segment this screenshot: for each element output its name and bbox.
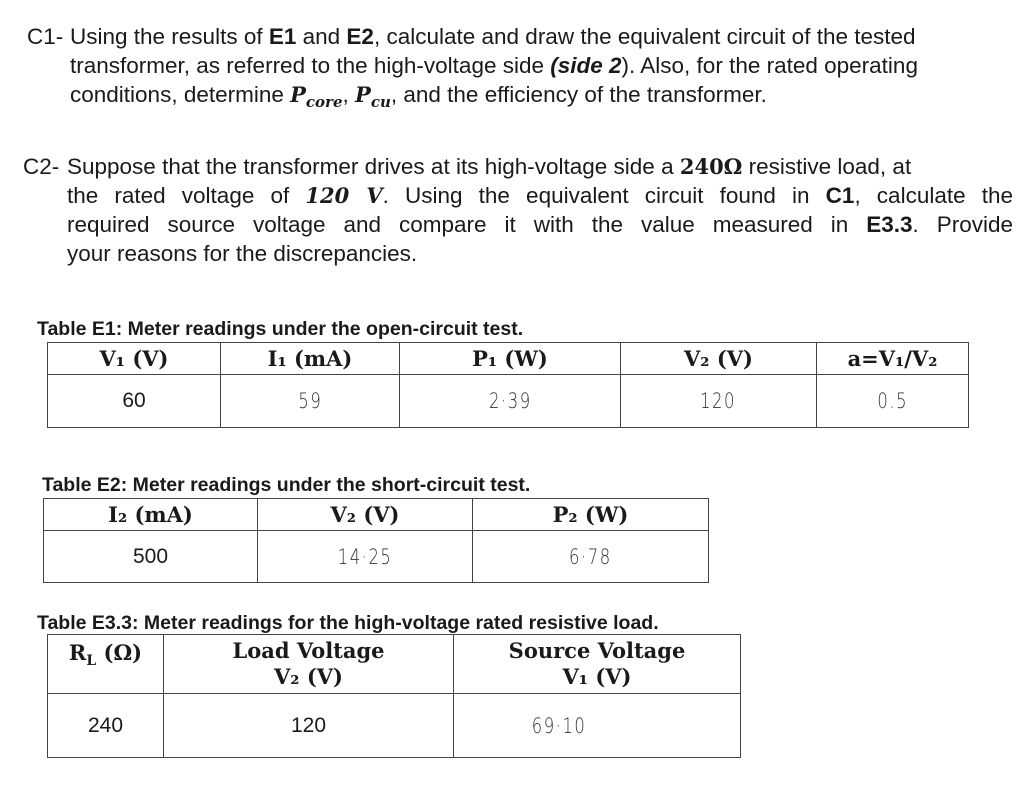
table-e2-v2-value: 14·25 [258,531,473,583]
table-e2 [43,498,709,583]
question-c2 [23,152,1013,268]
table-e1-header-i1: I₁ (mA) [221,343,400,375]
p-cu-symbol: $P_{cu}$ [355,82,391,112]
table-row [48,694,741,758]
table-e2-header-p2: P₂ (W) [473,499,709,531]
table-e1-v2-value: 120 [621,375,817,428]
question-c2-number: C2- [23,154,60,179]
table-e33-caption: Table E3.3: Meter readings for the high-voltage rated resistive load. [37,612,659,634]
table-e1-header-v1: V₁ (V) [48,343,221,375]
table-e2-caption: Table E2: Meter readings under the short-circuit test. [42,474,531,496]
table-e2-header-v2: V₂ (V) [258,499,473,531]
table-e2-i2-value: 500 [44,531,258,583]
table-e33 [47,634,741,758]
question-c2-line-4: your reasons for the discrepancies. [67,241,418,266]
table-e1-ratio-value: 0.5 [817,375,969,428]
table-e33-rl-value: 240 [48,694,164,758]
table-e1-p1-value: 2·39 [400,375,621,428]
question-c2-line-3: required source voltage and compare it with the value measured in E3.3. Provide [67,212,1014,237]
table-e1-header-ratio: a=V₁/V₂ [817,343,969,375]
question-c1-number: C1- [27,24,64,49]
table-e33-header-load-voltage: Load Voltage V₂ (V) [164,635,454,694]
table-e1-caption: Table E1: Meter readings under the open-circuit test. [37,318,524,340]
table-e2-header-i2: I₂ (mA) [44,499,258,531]
question-c1-line-3: conditions, determine $P_{core}$, $P_{cu}$, and the efficiency of the transformer. [70,82,767,112]
table-e2-p2-value: 6·78 [473,531,709,583]
question-c2-line-2: the rated voltage of 120 V. Using the equivalent circuit found in C1, calculate the [67,183,1013,208]
table-e1-i1-value: 59 [221,375,400,428]
table-row [44,531,709,583]
table-e1-header-row [48,343,969,375]
table-e33-header-row [48,635,741,694]
table-e1 [47,342,969,428]
question-c2-line-1: Suppose that the transformer drives at its high-voltage side a 240Ω resistive load, at [67,154,912,179]
question-c1-line-2: transformer, as referred to the high-voltage side (side 2). Also, for the rated operating [70,53,918,78]
table-e1-header-p1: P₁ (W) [400,343,621,375]
table-e2-header-row [44,499,709,531]
table-e33-load-voltage-value: 120 [164,694,454,758]
table-row [48,375,969,428]
table-e1-header-v2: V₂ (V) [621,343,817,375]
table-e1-v1-value: 60 [48,375,221,428]
table-e33-header-rl: $R_L$ (Ω) [48,635,164,694]
table-e33-header-source-voltage: Source Voltage V₁ (V) [454,635,741,694]
question-c1-line-1: Using the results of E1 and E2, calculate and draw the equivalent circuit of the tested [70,24,916,49]
p-core-symbol: $P_{core}$ [290,82,343,112]
table-e33-source-voltage-value: 69·10 [454,694,741,758]
question-c1 [27,22,1017,117]
